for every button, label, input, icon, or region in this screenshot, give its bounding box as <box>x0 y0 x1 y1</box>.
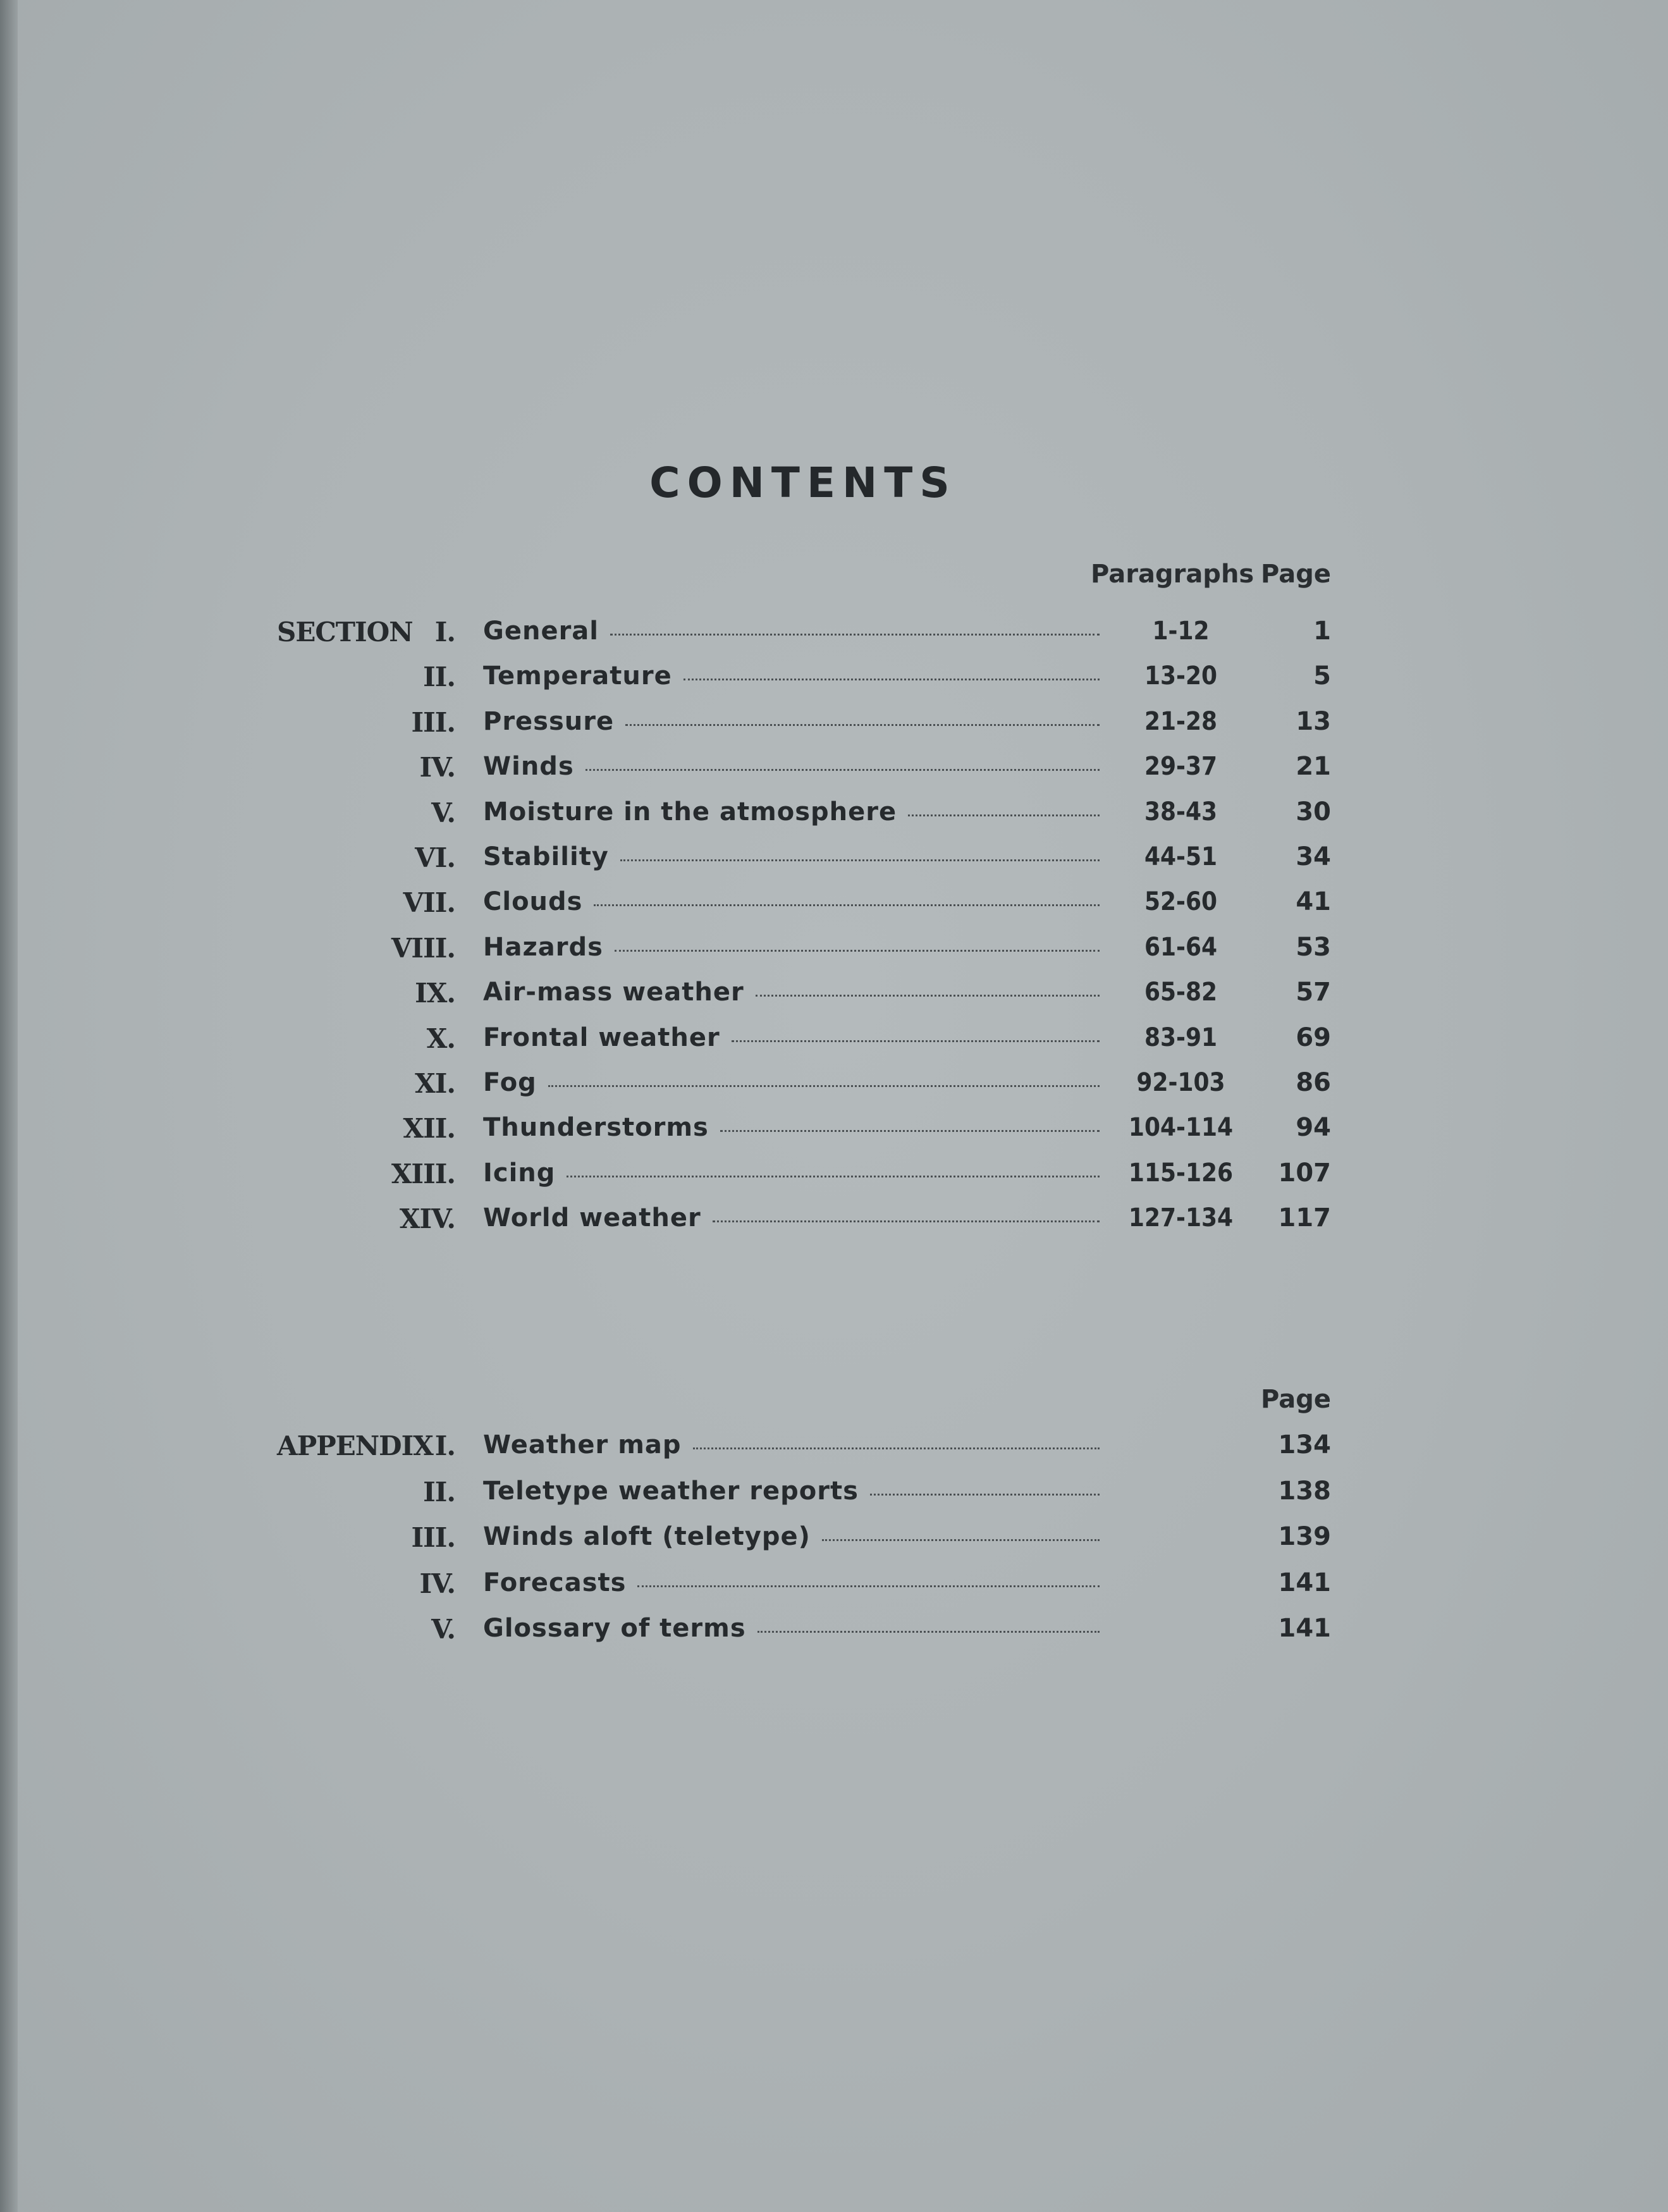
roman-numeral: IV. <box>419 1568 455 1599</box>
section-page-column-header: Page <box>1261 560 1331 589</box>
entry-title[interactable]: General <box>483 617 599 646</box>
entry-title[interactable]: Glossary of terms <box>483 1614 746 1643</box>
dot-leader <box>625 724 1100 726</box>
dot-leader <box>586 769 1100 771</box>
section-prefix: SECTION <box>277 617 413 648</box>
dot-leader <box>684 679 1100 680</box>
roman-numeral: XIII. <box>391 1158 455 1189</box>
roman-numeral: V. <box>431 1614 455 1645</box>
entry-title[interactable]: Stability <box>483 842 609 871</box>
page-number: 13 <box>1296 706 1331 736</box>
roman-numeral: XI. <box>415 1068 455 1099</box>
page-number: 134 <box>1278 1430 1331 1459</box>
paragraph-range: 115-126 <box>1128 1158 1234 1188</box>
entry-title-leader <box>483 1430 1100 1459</box>
entry-title-leader <box>483 707 1100 736</box>
page-number: 57 <box>1296 978 1331 1007</box>
dot-leader <box>908 814 1100 816</box>
entry-title-leader <box>483 617 1100 646</box>
page-number: 1 <box>1313 617 1331 646</box>
entry-title[interactable]: Moisture in the atmosphere <box>483 797 897 826</box>
roman-numeral: II. <box>423 1476 455 1508</box>
paragraph-range: 104-114 <box>1128 1113 1234 1143</box>
paragraph-range: 83-91 <box>1144 1023 1218 1052</box>
appendix-row[interactable] <box>0 1477 1668 1515</box>
dot-leader <box>720 1130 1100 1132</box>
appendix-row[interactable] <box>0 1522 1668 1560</box>
entry-title-leader <box>483 933 1100 962</box>
page-number: 34 <box>1296 842 1331 871</box>
page-edge-shadow <box>0 0 18 2212</box>
dot-leader <box>732 1040 1100 1042</box>
section-row[interactable] <box>0 752 1668 790</box>
dot-leader <box>637 1585 1100 1587</box>
appendix-row[interactable] <box>0 1568 1668 1606</box>
entry-title-leader <box>483 842 1100 871</box>
dot-leader <box>693 1447 1100 1449</box>
section-row[interactable] <box>0 707 1668 745</box>
paragraph-range: 29-37 <box>1144 752 1218 782</box>
roman-numeral: I. <box>434 1430 455 1461</box>
roman-numeral: VII. <box>403 887 455 919</box>
appendix-page-column-header: Page <box>1261 1385 1331 1414</box>
roman-numeral: VI. <box>415 842 455 873</box>
page-number: 107 <box>1278 1158 1331 1188</box>
section-row[interactable] <box>0 797 1668 835</box>
section-row[interactable] <box>0 933 1668 971</box>
entry-title-leader <box>483 1568 1100 1597</box>
paragraph-range: 52-60 <box>1144 887 1218 917</box>
entry-title[interactable]: Weather map <box>483 1430 682 1459</box>
dot-leader <box>713 1220 1100 1222</box>
page-title: CONTENTS <box>649 458 957 507</box>
entry-title-leader <box>483 1203 1100 1232</box>
entry-title-leader <box>483 1023 1100 1052</box>
paragraph-range: 127-134 <box>1128 1203 1234 1233</box>
section-row[interactable] <box>0 1203 1668 1241</box>
section-row[interactable] <box>0 617 1668 654</box>
entry-title[interactable]: Forecasts <box>483 1568 627 1597</box>
entry-title[interactable]: Icing <box>483 1158 556 1188</box>
dot-leader <box>594 904 1100 906</box>
page-number: 139 <box>1278 1522 1331 1551</box>
entry-title-leader <box>483 1614 1100 1643</box>
roman-numeral: I. <box>434 617 455 648</box>
entry-title-leader <box>483 1477 1100 1506</box>
roman-numeral: IV. <box>419 752 455 783</box>
roman-numeral: V. <box>431 797 455 828</box>
paragraph-range: 38-43 <box>1144 797 1218 826</box>
entry-title[interactable]: Pressure <box>483 706 615 736</box>
roman-numeral: X. <box>426 1023 455 1054</box>
entry-title-leader <box>483 1068 1100 1097</box>
page-number: 86 <box>1296 1068 1331 1097</box>
roman-numeral: II. <box>423 661 455 693</box>
appendix-prefix: APPENDIX <box>277 1430 433 1461</box>
page-number: 5 <box>1313 661 1331 691</box>
entry-title[interactable]: Thunderstorms <box>483 1113 709 1143</box>
paragraph-range: 61-64 <box>1144 932 1218 962</box>
paragraphs-column-header: Paragraphs <box>1091 560 1254 589</box>
paragraph-range: 13-20 <box>1144 661 1218 691</box>
entry-title[interactable]: Winds aloft (teletype) <box>483 1522 811 1551</box>
page-number: 141 <box>1278 1568 1331 1597</box>
page-number: 41 <box>1296 887 1331 917</box>
appendix-row[interactable] <box>0 1430 1668 1468</box>
entry-title[interactable]: Teletype weather reports <box>483 1476 859 1506</box>
section-row[interactable] <box>0 978 1668 1016</box>
section-row[interactable] <box>0 1158 1668 1196</box>
entry-title-leader <box>483 797 1100 826</box>
entry-title[interactable]: World weather <box>483 1203 701 1233</box>
dot-leader <box>615 950 1100 952</box>
section-row[interactable] <box>0 842 1668 880</box>
entry-title-leader <box>483 1158 1100 1188</box>
roman-numeral: VIII. <box>391 932 455 964</box>
roman-numeral: III. <box>411 706 455 738</box>
section-row[interactable] <box>0 1068 1668 1106</box>
entry-title-leader <box>483 1522 1100 1551</box>
paragraph-range: 65-82 <box>1144 978 1218 1007</box>
roman-numeral: III. <box>411 1522 455 1553</box>
dot-leader <box>822 1539 1100 1541</box>
paragraph-range: 92-103 <box>1136 1068 1225 1097</box>
entry-title[interactable]: Clouds <box>483 887 583 917</box>
section-row[interactable] <box>0 1113 1668 1151</box>
page-number: 141 <box>1278 1614 1331 1643</box>
entry-title[interactable]: Winds <box>483 752 574 782</box>
section-row[interactable] <box>0 887 1668 925</box>
entry-title[interactable]: Frontal weather <box>483 1023 720 1052</box>
section-row[interactable] <box>0 661 1668 699</box>
entry-title-leader <box>483 887 1100 916</box>
entry-title-leader <box>483 661 1100 691</box>
entry-title[interactable]: Hazards <box>483 932 603 962</box>
page-number: 30 <box>1296 797 1331 826</box>
entry-title[interactable]: Air-mass weather <box>483 978 744 1007</box>
dot-leader <box>870 1494 1100 1496</box>
roman-numeral: IX. <box>415 978 455 1009</box>
dot-leader <box>548 1085 1100 1087</box>
paragraph-range: 21-28 <box>1144 706 1218 736</box>
page-number: 69 <box>1296 1023 1331 1052</box>
paragraph-range: 44-51 <box>1144 842 1218 871</box>
appendix-row[interactable] <box>0 1614 1668 1652</box>
section-row[interactable] <box>0 1023 1668 1061</box>
dot-leader <box>610 634 1100 636</box>
page-number: 21 <box>1296 752 1331 782</box>
dot-leader <box>620 859 1100 861</box>
dot-leader <box>756 995 1100 997</box>
roman-numeral: XIV. <box>399 1203 455 1235</box>
paragraph-range: 1-12 <box>1152 617 1210 646</box>
page-number: 138 <box>1278 1476 1331 1506</box>
page-number: 53 <box>1296 932 1331 962</box>
entry-title[interactable]: Fog <box>483 1068 537 1097</box>
entry-title-leader <box>483 752 1100 781</box>
page-number: 117 <box>1278 1203 1331 1233</box>
roman-numeral: XII. <box>403 1113 455 1145</box>
dot-leader <box>757 1631 1100 1633</box>
page-number: 94 <box>1296 1113 1331 1143</box>
entry-title-leader <box>483 1113 1100 1142</box>
dot-leader <box>567 1176 1100 1177</box>
entry-title-leader <box>483 978 1100 1007</box>
entry-title[interactable]: Temperature <box>483 661 672 691</box>
